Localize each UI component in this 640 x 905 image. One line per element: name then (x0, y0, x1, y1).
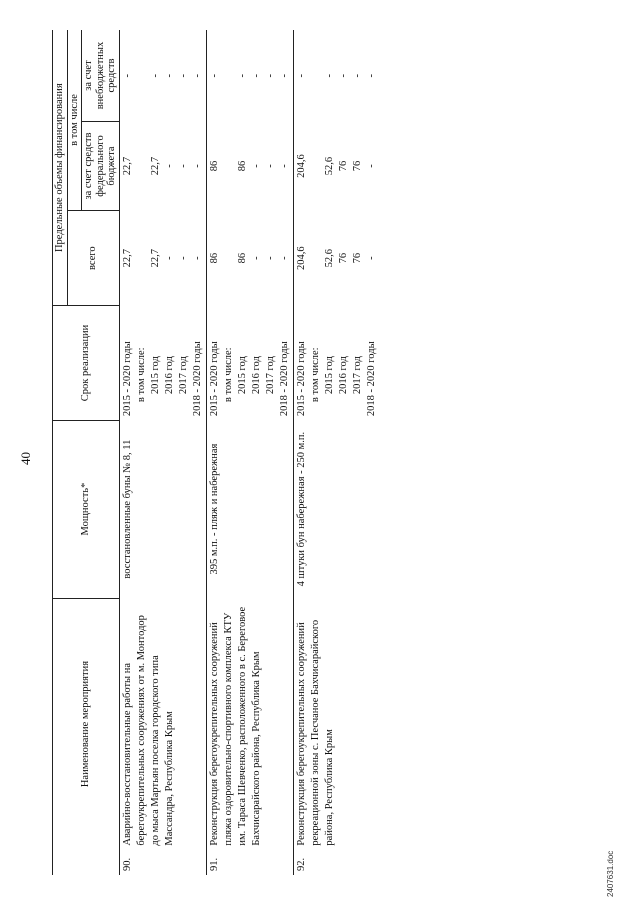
term-line: 2015 - 2020 годы (121, 341, 133, 417)
value-cell: - (264, 164, 276, 168)
value-cell (135, 215, 149, 302)
value-cell: 86 (208, 252, 220, 264)
value-cell: - (191, 256, 203, 260)
value-cell: - (163, 256, 175, 260)
term-line: 2016 год (163, 356, 175, 395)
value-cell: - (323, 74, 335, 78)
value-cell: - (191, 164, 203, 168)
term-line: 2016 год (337, 356, 349, 395)
value-cell: - (365, 164, 377, 168)
value-cell: 76 (351, 160, 363, 172)
term-line: 2015 год (236, 356, 248, 395)
term-line: 2015 год (323, 356, 335, 395)
term-line: 2015 год (149, 356, 161, 395)
term-line: 2017 год (177, 356, 189, 395)
value-cell: - (365, 74, 377, 78)
value-cell: 204,6 (295, 154, 307, 178)
value-cell: - (365, 256, 377, 260)
value-cell: - (236, 74, 248, 78)
value-cell (309, 34, 323, 118)
header-total: всего (67, 211, 119, 306)
term-line: 2017 год (264, 356, 276, 395)
value-cell: - (177, 74, 189, 78)
row-terms (119, 306, 206, 420)
row-terms (293, 306, 380, 420)
row-number: 90. (119, 850, 206, 875)
row-capacity: 4 штуки бун набережная - 250 м.п. (295, 431, 307, 587)
row-totals (293, 211, 380, 306)
value-cell: - (149, 74, 161, 78)
term-line: 2018 - 2020 годы (278, 341, 290, 417)
value-cell (309, 126, 323, 207)
value-cell: 52,6 (323, 248, 335, 268)
row-capacity: восстановленные буны № 8, 11 (119, 420, 206, 598)
header-num (53, 850, 120, 875)
table-header (53, 30, 120, 875)
value-cell: - (177, 256, 189, 260)
header-federal: за счет средств федерального бюджета (82, 122, 120, 211)
page-number: 40 (18, 452, 33, 465)
row-name: Реконструкция берегоукрепительных сооружений рекреационной зоны с. Песчаное Бахчисарайского района, Республика Крым (295, 619, 335, 846)
row-extrabudget (293, 30, 380, 122)
value-cell: 86 (208, 160, 220, 172)
value-cell: - (264, 74, 276, 78)
row-name: Аварийно-восстановительные работы на берегоукрепительных сооружениях от м. Монтодор до мыса Мартьян поселка городского типа Массандра, Республика Крым (119, 598, 206, 850)
row-extrabudget (119, 30, 206, 122)
value-cell (222, 215, 236, 302)
value-cell: 86 (236, 252, 248, 264)
value-cell: - (208, 74, 220, 78)
value-cell (222, 34, 236, 118)
header-capacity: Мощность* (53, 420, 120, 598)
value-cell: 52,6 (323, 156, 335, 176)
term-line: 2015 - 2020 годы (208, 341, 220, 417)
header-name: Наименование мероприятия (53, 598, 120, 850)
term-line: в том числе: (309, 347, 321, 403)
header-term: Срок реализации (53, 306, 120, 420)
value-cell (222, 126, 236, 207)
table-row (206, 30, 293, 875)
value-cell: - (163, 74, 175, 78)
value-cell: - (250, 256, 262, 260)
value-cell: - (250, 74, 262, 78)
term-line: в том числе: (222, 347, 234, 403)
row-federal (293, 122, 380, 211)
row-number: 91. (206, 850, 293, 875)
table-body (119, 30, 380, 875)
value-cell: 204,6 (295, 246, 307, 270)
term-line: 2017 год (351, 356, 363, 395)
value-cell (135, 34, 149, 118)
term-line: в том числе: (135, 347, 147, 403)
document-footer: 2407631.doc (606, 850, 615, 897)
value-cell (135, 126, 149, 207)
term-line: 2015 - 2020 годы (295, 341, 307, 417)
row-federal (119, 122, 206, 211)
row-totals (119, 211, 206, 306)
header-financing: Предельные объемы финансирования (53, 30, 68, 306)
value-cell: - (278, 164, 290, 168)
value-cell: - (278, 74, 290, 78)
term-line: 2016 год (250, 356, 262, 395)
value-cell: - (177, 164, 189, 168)
row-terms (206, 306, 293, 420)
row-federal (206, 122, 293, 211)
value-cell: 22,7 (121, 156, 133, 176)
value-cell: 22,7 (149, 248, 161, 268)
value-cell: 76 (337, 160, 349, 172)
value-cell: 22,7 (121, 248, 133, 268)
row-name: Реконструкция берегоукрепительных сооружений пляжа оздоровительно-спортивного комплекса КТУ им. Тараса Шевченко, расположенного в с. Береговое Бахчисарайского района, Республика Крым (206, 598, 293, 850)
header-extrabudget: за счет внебюджетных средств (82, 30, 120, 122)
value-cell: 22,7 (149, 156, 161, 176)
value-cell (309, 215, 323, 302)
value-cell: 86 (236, 160, 248, 172)
value-cell: - (191, 74, 203, 78)
value-cell: - (250, 164, 262, 168)
row-capacity: 395 м.п. - пляж и набережная (206, 420, 293, 598)
row-number: 92. (295, 857, 307, 871)
row-totals (206, 211, 293, 306)
header-including: в том числе (67, 30, 82, 211)
row-extrabudget (206, 30, 293, 122)
value-cell: - (351, 74, 363, 78)
value-cell: 76 (337, 252, 349, 264)
financing-table (52, 30, 380, 875)
value-cell: - (121, 74, 133, 78)
value-cell: - (278, 256, 290, 260)
value-cell: - (163, 164, 175, 168)
value-cell: - (295, 74, 307, 78)
term-line: 2018 - 2020 годы (191, 341, 203, 417)
value-cell: - (337, 74, 349, 78)
value-cell: 76 (351, 252, 363, 264)
value-cell: - (264, 256, 276, 260)
term-line: 2018 - 2020 годы (365, 341, 377, 417)
table-row (119, 30, 206, 875)
table-row (293, 30, 380, 875)
